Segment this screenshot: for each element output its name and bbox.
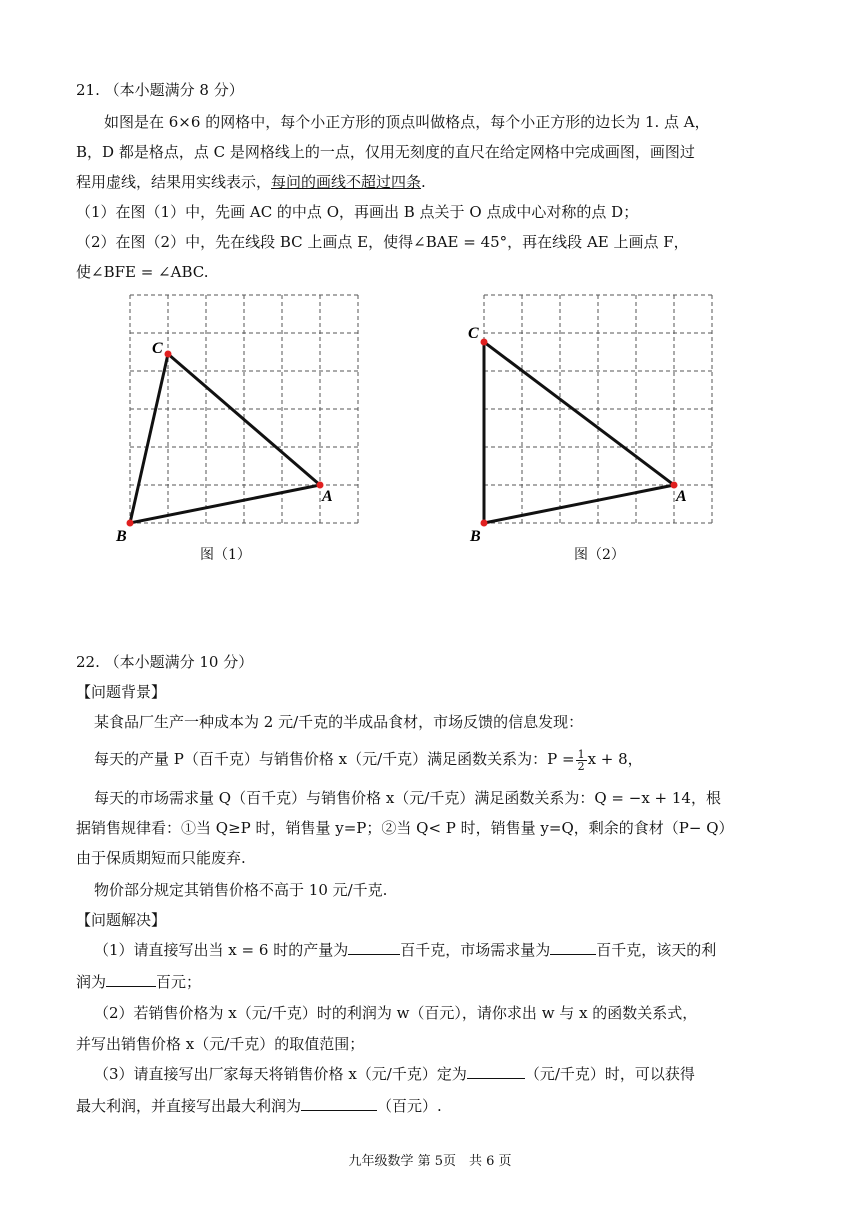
figure-2-caption: 图（2） (574, 547, 625, 563)
q21-intro-line3-text: 程用虚线，结果用实线表示， (76, 173, 272, 191)
q22-part2-line1: （2）若销售价格为 x（元/千克）时的利润为 w（百元），请你求出 w 与 x 的函数关系式， (94, 1004, 698, 1022)
q21-intro-line3 (76, 172, 426, 192)
figure-1-point-b (127, 520, 134, 527)
figure-2-label-c: C (468, 325, 479, 342)
figure-1-point-c (165, 351, 172, 358)
figure-1-label-c: C (152, 340, 163, 357)
q22-background-line4: 据销售规律看：①当 Q≥P 时，销售量 y=P；②当 Q< P 时，销售量 y=Q，剩余的食材（P− Q） (76, 819, 734, 837)
figure-2 (464, 290, 724, 550)
q22-blank-best-price[interactable] (467, 1064, 525, 1079)
q22-part3-text-b: （元/千克）时，可以获得 (524, 1065, 695, 1083)
q22-blank-production[interactable] (348, 940, 400, 955)
q22-background-title: 【问题背景】 (76, 683, 167, 701)
q22-part1-text-b: 百千克，市场需求量为 (400, 941, 551, 959)
q22-part2-line2: 并写出销售价格 x（元/千克）的取值范围； (76, 1035, 365, 1053)
page-footer: 九年级数学 第 5页 共 6 页 (348, 1154, 512, 1169)
q21-intro-line1: 如图是在 6×6 的网格中，每个小正方形的顶点叫做格点，每个小正方形的边长为 1. 点 A， (104, 113, 710, 131)
q22-part1-text-a: （1）请直接写出当 x = 6 时的产量为 (94, 941, 349, 959)
q22-part1-text-d: 润为 (76, 973, 107, 991)
q22-background-line2 (94, 744, 643, 774)
q22-part3-text-c: 最大利润，并直接写出最大利润为 (76, 1097, 302, 1115)
q22-production-formula-end: x + 8， (587, 750, 643, 768)
q22-fraction (576, 749, 587, 772)
figure-2-point-c (481, 339, 488, 346)
q21-intro-line3-end: . (421, 173, 426, 191)
q22-background-line1: 某食品厂生产一种成本为 2 元/千克的半成品食材，市场反馈的信息发现： (94, 713, 584, 731)
q22-blank-max-profit[interactable] (301, 1096, 377, 1111)
q22-part3-text-a: （3）请直接写出厂家每天将销售价格 x（元/千克）定为 (94, 1065, 467, 1083)
q22-blank-profit[interactable] (106, 972, 156, 987)
q22-background-line3: 每天的市场需求量 Q（百千克）与销售价格 x（元/千克）满足函数关系为：Q = −x + 14，根 (94, 789, 721, 807)
q22-part1-text-c: 百千克，该天的利 (596, 941, 717, 959)
q22-part1-line2 (76, 972, 201, 992)
q21-part2-line1: （2）在图（2）中，先在线段 BC 上画点 E，使得∠BAE = 45°，再在线段 AE 上画点 F， (76, 233, 689, 251)
q22-background-line5: 由于保质期短而只能废弃. (76, 849, 246, 867)
q22-blank-demand[interactable] (550, 940, 596, 955)
figure-2-point-b (481, 520, 488, 527)
figure-1-label-a: A (322, 488, 333, 505)
q22-header: 22. （本小题满分 10 分） (76, 653, 254, 671)
q22-part1-text-e: 百元； (156, 973, 202, 991)
q22-solve-title: 【问题解决】 (76, 911, 167, 929)
figure-1 (110, 290, 360, 550)
q21-intro-line2: B，D 都是格点，点 C 是网格线上的一点，仅用无刻度的直尺在给定网格中完成画图，画图过 (76, 143, 695, 161)
q21-part2-line2: 使∠BFE = ∠ABC. (76, 263, 209, 281)
q22-fraction-numerator: 1 (577, 747, 585, 761)
q22-production-formula-text: 每天的产量 P（百千克）与销售价格 x（元/千克）满足函数关系为：P = (94, 750, 575, 768)
figure-2-label-b: B (470, 528, 481, 545)
q22-fraction-denominator: 2 (577, 759, 585, 773)
q22-part3-text-d: （百元）. (377, 1097, 442, 1115)
q21-part1: （1）在图（1）中，先画 AC 的中点 O，再画出 B 点关于 O 点成中心对称的点 D； (76, 203, 639, 221)
figure-2-label-a: A (676, 488, 687, 505)
q22-part3-line1 (94, 1064, 695, 1084)
q21-underlined-rule: 每问的画线不超过四条 (271, 173, 422, 191)
q22-part3-line2 (76, 1096, 442, 1116)
figure-2-triangle (484, 342, 674, 523)
q22-part1-line1 (94, 940, 716, 960)
figure-1-label-b: B (116, 528, 127, 545)
q21-header: 21. （本小题满分 8 分） (76, 81, 244, 99)
figure-1-caption: 图（1） (200, 547, 251, 563)
q22-background-line6: 物价部分规定其销售价格不高于 10 元/千克. (94, 881, 388, 899)
figure-1-triangle (130, 354, 320, 523)
